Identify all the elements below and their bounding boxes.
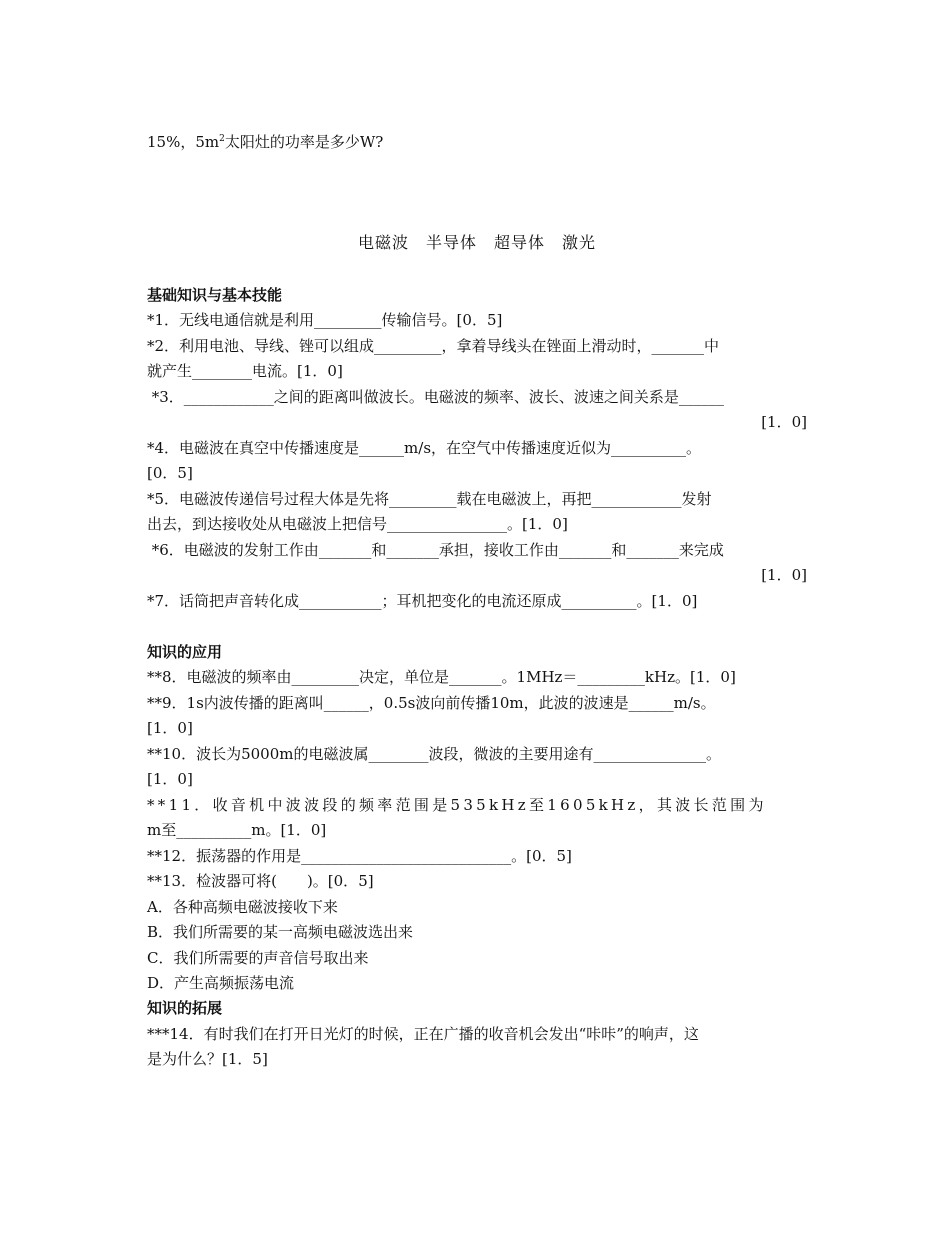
question-line: ***14．有时我们在打开日光灯的时候，正在广播的收音机会发出“咔咔”的响声，这 (147, 1025, 699, 1043)
question-line: **10．波长为5000m的电磁波属________波段，微波的主要用途有_______________。 (147, 745, 721, 763)
top-question-fragment (147, 132, 807, 152)
fragment-text-end: 太阳灶的功率是多少W? (224, 133, 384, 151)
question-line: 就产生________电流。[1．0] (147, 362, 343, 380)
question-line: *3．____________之间的距离叫做波长。电磁波的频率、波长、波速之间关系是______ (147, 388, 724, 406)
section-heading-basic: 基础知识与基本技能 (147, 286, 283, 304)
fragment-text: 15%，5m (147, 133, 220, 151)
score-line: [1．0] (761, 413, 807, 431)
question-line: **13．检波器可将( )。[0．5] (147, 872, 374, 890)
superscript-2: 2 (219, 134, 225, 144)
question-line: **12．振荡器的作用是____________________________。[0．5] (147, 847, 572, 865)
score-line: [1．0] (147, 770, 193, 788)
score-line: [1．0] (761, 566, 807, 584)
question-line: *7．话筒把声音转化成___________；耳机把变化的电流还原成__________。[1．0] (147, 592, 698, 610)
section-heading-extend: 知识的拓展 (147, 999, 223, 1017)
question-line: *4．电磁波在真空中传播速度是______m/s，在空气中传播速度近似为__________。 (147, 439, 702, 457)
question-line: *6．电磁波的发射工作由_______和_______承担，接收工作由_______和_______来完成 (147, 541, 724, 559)
option-d: D．产生高频振荡电流 (147, 974, 295, 992)
option-a: A．各种高频电磁波接收下来 (147, 898, 338, 916)
question-line: 出去，到达接收处从电磁波上把信号________________。[1．0] (147, 515, 568, 533)
page-title: 电磁波 半导体 超导体 激光 (357, 233, 596, 252)
score-line: [1．0] (147, 719, 193, 737)
section-heading-apply: 知识的应用 (147, 643, 223, 661)
question-line: *2．利用电池、导线、锉可以组成_________，拿着导线头在锉面上滑动时，_______中 (147, 337, 720, 355)
question-line: **9．1s内波传播的距离叫______，0.5s波向前传播10m，此波的波速是______m/s。 (147, 694, 716, 712)
question-line: **11．收音机中波波段的频率范围是535kHz至1605kHz，其波长范围为 (147, 796, 767, 814)
option-b: B．我们所需要的某一高频电磁波选出来 (147, 923, 414, 941)
question-line: 是为什么？[1．5] (147, 1050, 268, 1068)
question-line: m至__________m。[1．0] (147, 821, 327, 839)
question-line: *5．电磁波传递信号过程大体是先将_________载在电磁波上，再把____________发射 (147, 490, 712, 508)
score-line: [0．5] (147, 464, 193, 482)
question-line: *1．无线电通信就是利用_________传输信号。[0．5] (147, 311, 503, 329)
question-line: **8．电磁波的频率由_________决定，单位是_______。1MHz＝_________kHz。[1．0] (147, 668, 736, 686)
option-c: C．我们所需要的声音信号取出来 (147, 949, 369, 967)
